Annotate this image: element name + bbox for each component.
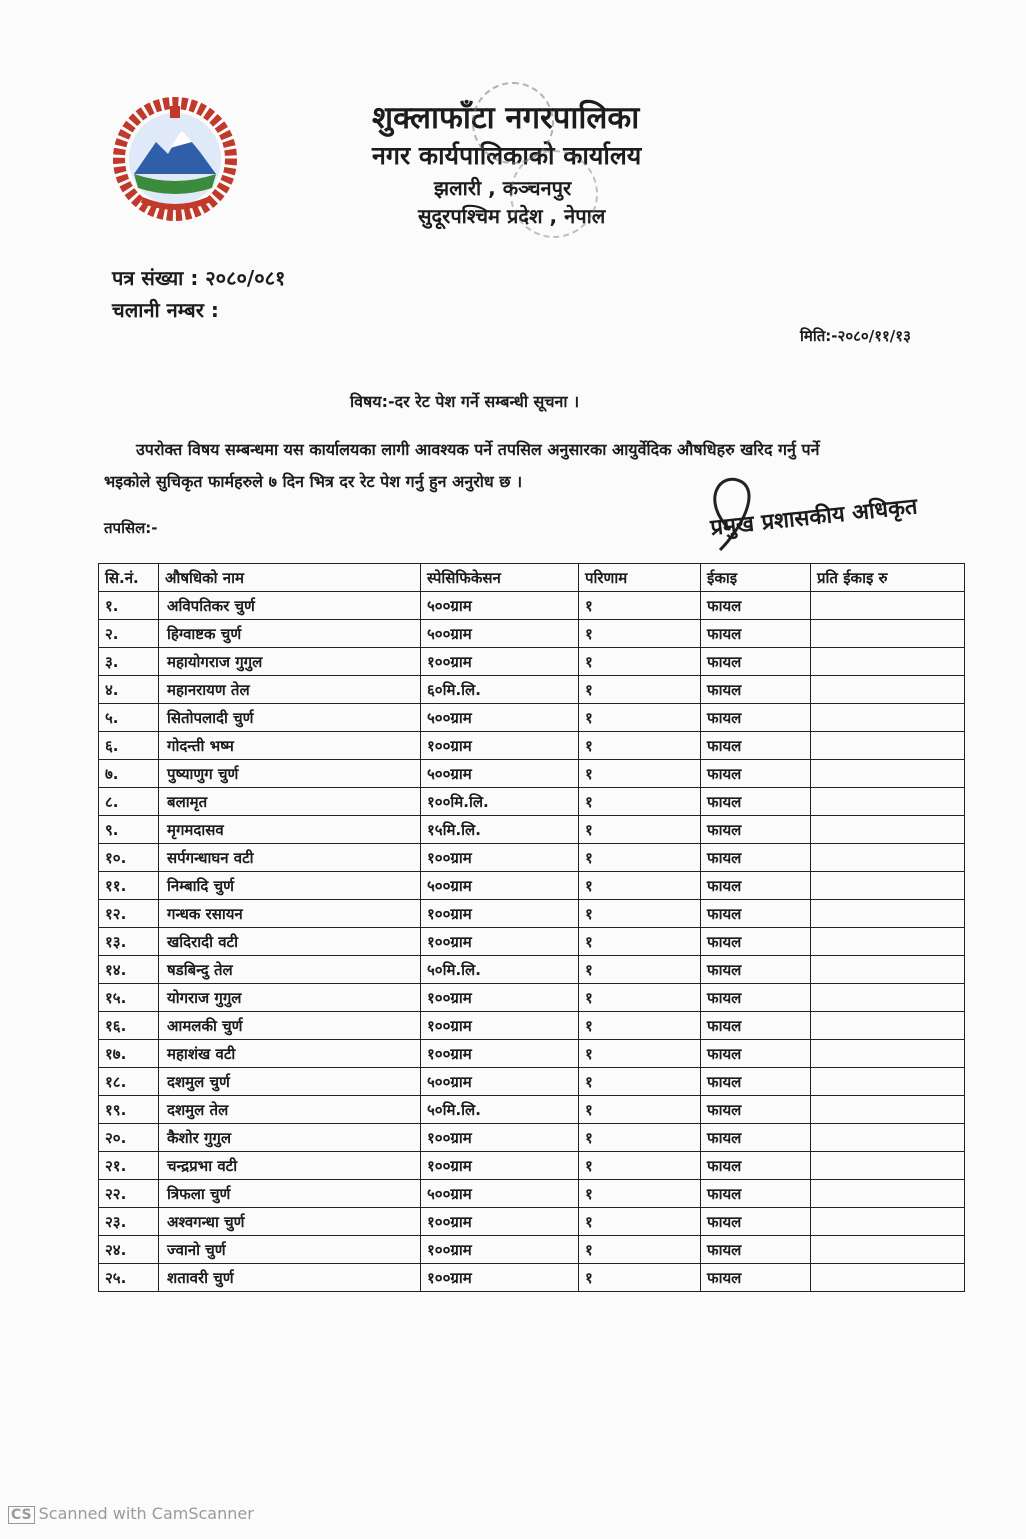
- cell-unit-price: [811, 648, 965, 676]
- table-row: [99, 1096, 965, 1124]
- cell-specification: १००ग्राम: [421, 984, 579, 1012]
- cell-specification: १००ग्राम: [421, 1236, 579, 1264]
- cell-medicine-name: कैशोर गुगुल: [159, 1124, 421, 1152]
- table-header-row: [99, 564, 965, 592]
- cell-quantity: १: [579, 956, 701, 984]
- cell-quantity: १: [579, 760, 701, 788]
- cell-specification: १००ग्राम: [421, 1264, 579, 1292]
- cell-unit-price: [811, 956, 965, 984]
- signatory-title: प्रमुख प्रशासकीय अधिकृत: [709, 494, 919, 542]
- schedule-label: तपसिल:-: [104, 519, 158, 537]
- letter-subject: विषय:-दर रेट पेश गर्ने सम्बन्धी सूचना ।: [350, 392, 580, 411]
- cell-specification: ५००ग्राम: [421, 1068, 579, 1096]
- cell-sn: ४.: [99, 676, 159, 704]
- cell-unit-price: [811, 676, 965, 704]
- table-row: [99, 816, 965, 844]
- cell-unit: फायल: [701, 676, 811, 704]
- col-header-specification: स्पेसिफिकेसन: [421, 564, 579, 592]
- cell-specification: १००ग्राम: [421, 648, 579, 676]
- cell-specification: १००ग्राम: [421, 928, 579, 956]
- table-row: [99, 704, 965, 732]
- cell-unit: फायल: [701, 1012, 811, 1040]
- cell-quantity: १: [579, 648, 701, 676]
- cell-medicine-name: सितोपलादी चुर्ण: [159, 704, 421, 732]
- cell-specification: ५००ग्राम: [421, 592, 579, 620]
- cell-medicine-name: सर्पगन्धाघन वटी: [159, 844, 421, 872]
- cell-unit: फायल: [701, 620, 811, 648]
- cell-medicine-name: शतावरी चुर्ण: [159, 1264, 421, 1292]
- cell-unit: फायल: [701, 704, 811, 732]
- cell-medicine-name: पुष्याणुग चुर्ण: [159, 760, 421, 788]
- table-row: [99, 1264, 965, 1292]
- table-row: [99, 984, 965, 1012]
- cell-unit: फायल: [701, 872, 811, 900]
- table-row: [99, 1068, 965, 1096]
- cell-unit: फायल: [701, 816, 811, 844]
- cell-quantity: १: [579, 1264, 701, 1292]
- cell-unit: फायल: [701, 1236, 811, 1264]
- cell-unit-price: [811, 1040, 965, 1068]
- cell-sn: १९.: [99, 1096, 159, 1124]
- cell-quantity: १: [579, 1180, 701, 1208]
- cell-medicine-name: गोदन्ती भष्म: [159, 732, 421, 760]
- cell-sn: ७.: [99, 760, 159, 788]
- cell-medicine-name: चन्द्रप्रभा वटी: [159, 1152, 421, 1180]
- cell-medicine-name: ज्वानो चुर्ण: [159, 1236, 421, 1264]
- cell-unit-price: [811, 704, 965, 732]
- cell-unit: फायल: [701, 1124, 811, 1152]
- cell-sn: १७.: [99, 1040, 159, 1068]
- cell-unit-price: [811, 1124, 965, 1152]
- cell-quantity: १: [579, 1012, 701, 1040]
- cell-medicine-name: बलामृत: [159, 788, 421, 816]
- cell-specification: ५००ग्राम: [421, 760, 579, 788]
- table-row: [99, 1012, 965, 1040]
- cell-medicine-name: त्रिफला चुर्ण: [159, 1180, 421, 1208]
- municipality-name: शुक्लाफाँटा नगरपालिका: [372, 100, 640, 136]
- table-row: [99, 788, 965, 816]
- cell-unit-price: [811, 1264, 965, 1292]
- cell-quantity: १: [579, 984, 701, 1012]
- cell-specification: ५००ग्राम: [421, 872, 579, 900]
- scanner-watermark: [8, 1504, 254, 1524]
- cell-medicine-name: निम्बादि चुर्ण: [159, 872, 421, 900]
- cell-specification: १००ग्राम: [421, 1040, 579, 1068]
- cell-specification: १५मि.लि.: [421, 816, 579, 844]
- office-address: झलारी , कञ्चनपुर: [434, 176, 572, 200]
- cell-quantity: १: [579, 592, 701, 620]
- cell-medicine-name: महायोगराज गुगुल: [159, 648, 421, 676]
- cell-sn: ३.: [99, 648, 159, 676]
- cell-unit-price: [811, 816, 965, 844]
- cell-quantity: १: [579, 928, 701, 956]
- cell-unit: फायल: [701, 956, 811, 984]
- cell-unit-price: [811, 760, 965, 788]
- cell-sn: २१.: [99, 1152, 159, 1180]
- camscanner-logo-icon: CS: [8, 1506, 35, 1524]
- cell-medicine-name: अश्वगन्धा चुर्ण: [159, 1208, 421, 1236]
- cell-unit-price: [811, 620, 965, 648]
- cell-quantity: १: [579, 1124, 701, 1152]
- cell-unit: फायल: [701, 788, 811, 816]
- cell-quantity: १: [579, 1208, 701, 1236]
- cell-medicine-name: अविपतिकर चुर्ण: [159, 592, 421, 620]
- letter-body-line1: उपरोक्त विषय सम्बन्धमा यस कार्यालयका लागी आवश्यक पर्ने तपसिल अनुसारका आयुर्वेदिक औषधिहरु खरिद गर्नु पर्ने: [136, 440, 820, 459]
- letter-body-line2: भइकोले सुचिकृत फार्महरुले ७ दिन भित्र दर रेट पेश गर्नु हुन अनुरोध छ ।: [104, 472, 523, 491]
- table-row: [99, 1124, 965, 1152]
- cell-unit: फायल: [701, 1096, 811, 1124]
- cell-unit: फायल: [701, 648, 811, 676]
- dispatch-number: चलानी नम्बर :: [112, 298, 219, 322]
- table-row: [99, 732, 965, 760]
- col-header-quantity: परिणाम: [579, 564, 701, 592]
- cell-quantity: १: [579, 844, 701, 872]
- cell-specification: १००ग्राम: [421, 1012, 579, 1040]
- cell-sn: ५.: [99, 704, 159, 732]
- cell-sn: २५.: [99, 1264, 159, 1292]
- cell-unit-price: [811, 1152, 965, 1180]
- cell-medicine-name: महाशंख वटी: [159, 1040, 421, 1068]
- cell-unit: फायल: [701, 900, 811, 928]
- cell-quantity: १: [579, 676, 701, 704]
- cell-unit-price: [811, 872, 965, 900]
- cell-medicine-name: दशमुल तेल: [159, 1096, 421, 1124]
- cell-sn: १३.: [99, 928, 159, 956]
- cell-sn: ९.: [99, 816, 159, 844]
- cell-sn: १५.: [99, 984, 159, 1012]
- cell-sn: ८.: [99, 788, 159, 816]
- cell-quantity: १: [579, 816, 701, 844]
- cell-sn: २.: [99, 620, 159, 648]
- table-row: [99, 760, 965, 788]
- cell-quantity: १: [579, 872, 701, 900]
- cell-unit: फायल: [701, 928, 811, 956]
- cell-sn: १६.: [99, 1012, 159, 1040]
- cell-unit-price: [811, 928, 965, 956]
- table-row: [99, 1040, 965, 1068]
- cell-sn: १.: [99, 592, 159, 620]
- table-row: [99, 1236, 965, 1264]
- cell-quantity: १: [579, 732, 701, 760]
- table-row: [99, 1152, 965, 1180]
- cell-unit-price: [811, 732, 965, 760]
- office-province: सुदूरपश्चिम प्रदेश , नेपाल: [418, 204, 606, 228]
- medicine-table: [98, 563, 965, 1292]
- col-header-unit-price: प्रति ईकाइ रु: [811, 564, 965, 592]
- cell-unit-price: [811, 592, 965, 620]
- cell-unit-price: [811, 1068, 965, 1096]
- col-header-sn: सि.नं.: [99, 564, 159, 592]
- cell-medicine-name: मृगमदासव: [159, 816, 421, 844]
- cell-unit-price: [811, 844, 965, 872]
- cell-specification: ५००ग्राम: [421, 704, 579, 732]
- cell-sn: २०.: [99, 1124, 159, 1152]
- cell-unit: फायल: [701, 732, 811, 760]
- seal-stamp-secondary-icon: [510, 150, 598, 238]
- cell-unit: फायल: [701, 1068, 811, 1096]
- office-name: नगर कार्यपालिकाको कार्यालय: [372, 141, 642, 170]
- cell-unit: फायल: [701, 844, 811, 872]
- cell-unit-price: [811, 984, 965, 1012]
- cell-specification: ५०मि.लि.: [421, 956, 579, 984]
- cell-unit-price: [811, 900, 965, 928]
- cell-specification: ५००ग्राम: [421, 1180, 579, 1208]
- cell-medicine-name: हिग्वाष्टक चुर्ण: [159, 620, 421, 648]
- cell-specification: १००ग्राम: [421, 1124, 579, 1152]
- cell-specification: १००मि.लि.: [421, 788, 579, 816]
- table-row: [99, 844, 965, 872]
- cell-unit-price: [811, 788, 965, 816]
- cell-medicine-name: आमलकी चुर्ण: [159, 1012, 421, 1040]
- cell-medicine-name: योगराज गुगुल: [159, 984, 421, 1012]
- cell-unit: फायल: [701, 1040, 811, 1068]
- cell-unit: फायल: [701, 1152, 811, 1180]
- table-row: [99, 1180, 965, 1208]
- cell-specification: ६०मि.लि.: [421, 676, 579, 704]
- cell-medicine-name: महानरायण तेल: [159, 676, 421, 704]
- cell-quantity: १: [579, 1096, 701, 1124]
- cell-quantity: १: [579, 704, 701, 732]
- cell-quantity: १: [579, 1040, 701, 1068]
- col-header-medicine: औषधिको नाम: [159, 564, 421, 592]
- cell-sn: १४.: [99, 956, 159, 984]
- table-row: [99, 592, 965, 620]
- cell-specification: १००ग्राम: [421, 844, 579, 872]
- cell-specification: ५०मि.लि.: [421, 1096, 579, 1124]
- table-row: [99, 872, 965, 900]
- table-row: [99, 900, 965, 928]
- cell-unit-price: [811, 1096, 965, 1124]
- cell-sn: २४.: [99, 1236, 159, 1264]
- cell-unit: फायल: [701, 592, 811, 620]
- cell-quantity: १: [579, 900, 701, 928]
- cell-medicine-name: गन्धक रसायन: [159, 900, 421, 928]
- cell-medicine-name: दशमुल चुर्ण: [159, 1068, 421, 1096]
- cell-unit: फायल: [701, 760, 811, 788]
- reference-number: पत्र संख्या : २०८०/०८१: [112, 266, 286, 290]
- scanner-text: Scanned with CamScanner: [38, 1504, 254, 1523]
- cell-quantity: १: [579, 1068, 701, 1096]
- table-row: [99, 956, 965, 984]
- cell-quantity: १: [579, 1236, 701, 1264]
- table-row: [99, 928, 965, 956]
- cell-specification: १००ग्राम: [421, 1152, 579, 1180]
- cell-medicine-name: खदिरादी वटी: [159, 928, 421, 956]
- cell-unit-price: [811, 1180, 965, 1208]
- cell-sn: ६.: [99, 732, 159, 760]
- cell-medicine-name: षडबिन्दु तेल: [159, 956, 421, 984]
- cell-sn: २२.: [99, 1180, 159, 1208]
- cell-sn: ११.: [99, 872, 159, 900]
- nepal-emblem-icon: [112, 96, 238, 222]
- cell-specification: १००ग्राम: [421, 900, 579, 928]
- cell-unit-price: [811, 1236, 965, 1264]
- cell-unit: फायल: [701, 984, 811, 1012]
- cell-quantity: १: [579, 1152, 701, 1180]
- cell-sn: १०.: [99, 844, 159, 872]
- cell-quantity: १: [579, 620, 701, 648]
- cell-unit: फायल: [701, 1264, 811, 1292]
- cell-sn: १२.: [99, 900, 159, 928]
- cell-specification: ५००ग्राम: [421, 620, 579, 648]
- table-body: [99, 592, 965, 1292]
- cell-unit: फायल: [701, 1208, 811, 1236]
- table-row: [99, 620, 965, 648]
- cell-specification: १००ग्राम: [421, 732, 579, 760]
- cell-unit-price: [811, 1208, 965, 1236]
- cell-sn: १८.: [99, 1068, 159, 1096]
- col-header-unit: ईकाइ: [701, 564, 811, 592]
- table-row: [99, 1208, 965, 1236]
- cell-quantity: १: [579, 788, 701, 816]
- cell-sn: २३.: [99, 1208, 159, 1236]
- table-row: [99, 676, 965, 704]
- cell-unit: फायल: [701, 1180, 811, 1208]
- letter-date: मिति:-२०८०/११/१३: [800, 327, 911, 345]
- table-row: [99, 648, 965, 676]
- cell-unit-price: [811, 1012, 965, 1040]
- cell-specification: १००ग्राम: [421, 1208, 579, 1236]
